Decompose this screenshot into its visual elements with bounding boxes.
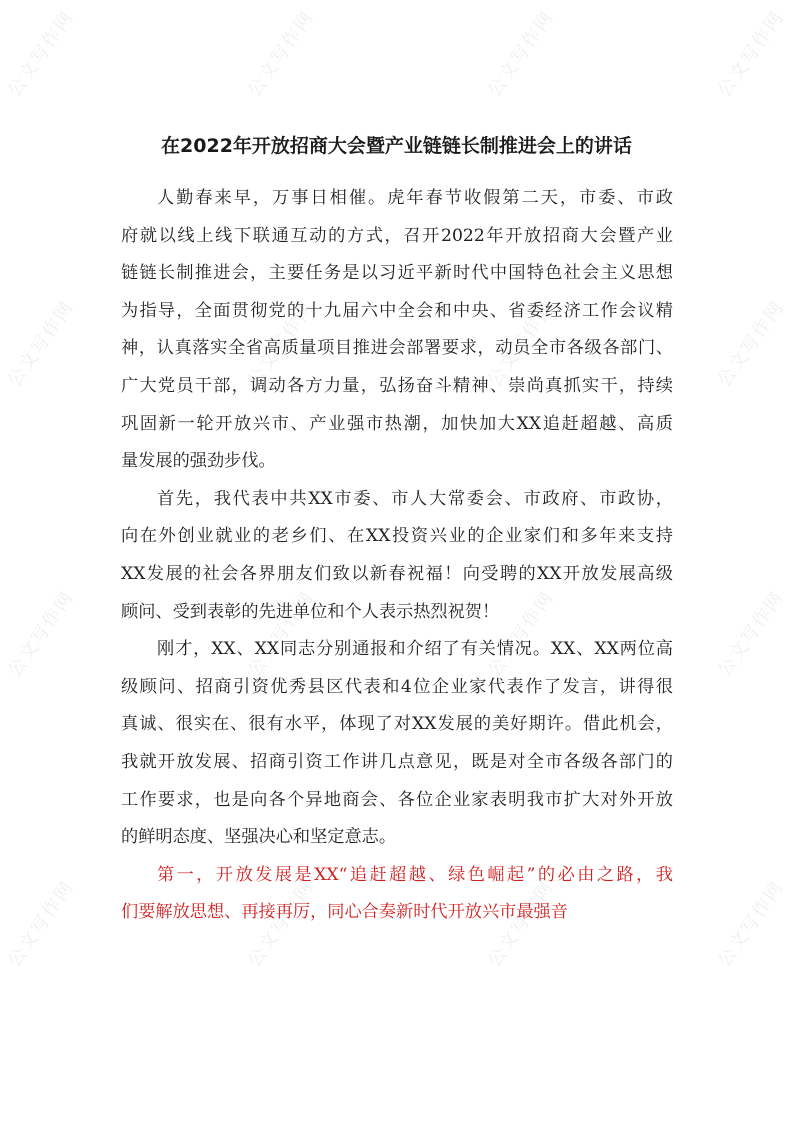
watermark-text: 公文写作网 — [243, 876, 319, 971]
paragraph-line: 府就以线上线下联通互动的方式，召开2022年开放招商大会暨产业 — [121, 225, 673, 246]
paragraph-line: 广大党员干部，调动各方力量，弘扬奋斗精神、崇尚真抓实干，持续 — [121, 375, 673, 396]
watermark-text: 公文写作网 — [483, 876, 559, 971]
paragraph-line: 链链长制推进会，主要任务是以习近平新时代中国特色社会主义思想 — [121, 263, 673, 284]
watermark-text: 公文写作网 — [243, 296, 319, 391]
paragraph-line: XX发展的社会各界朋友们致以新春祝福！向受聘的XX开放发展高级 — [121, 563, 673, 584]
paragraph-line: 的鲜明态度、坚强决心和坚定意志。 — [121, 827, 397, 848]
watermark-text: 公文写作网 — [713, 876, 789, 971]
paragraph-line: 首先，我代表中共XX市委、市人大常委会、市政府、市政协， — [157, 488, 673, 509]
watermark-text: 公文写作网 — [713, 6, 789, 101]
paragraph-line: 们要解放思想、再接再厉，同心合奏新时代开放兴市最强音 — [121, 902, 568, 923]
section-heading — [121, 857, 673, 932]
watermark-text: 公文写作网 — [483, 586, 559, 681]
paragraph-line: 工作要求，也是向各个异地商会、各位企业家表明我市扩大对外开放 — [121, 789, 673, 810]
document-title: 在2022年开放招商大会暨产业链链长制推进会上的讲话 — [161, 135, 632, 157]
paragraph-line: 为指导，全面贯彻党的十九届六中全会和中央、省委经济工作会议精 — [121, 300, 673, 321]
watermark-text: 公文写作网 — [3, 296, 79, 391]
document-body — [121, 180, 673, 932]
paragraph — [121, 631, 673, 857]
paragraph-line: 顾问、受到表彰的先进单位和个人表示热烈祝贺！ — [121, 601, 500, 622]
paragraph — [121, 481, 673, 631]
paragraph-line: 神，认真落实全省高质量项目推进会部署要求，动员全市各级各部门、 — [121, 338, 673, 359]
watermark-text: 公文写作网 — [713, 296, 789, 391]
paragraph-line: 人勤春来早，万事日相催。虎年春节收假第二天，市委、市政 — [157, 188, 673, 208]
paragraph-line: 第一，开放发展是XX“追赶超越、绿色崛起”的必由之路，我 — [157, 864, 673, 885]
paragraph — [121, 180, 673, 481]
paragraph-line: 级顾问、招商引资优秀县区代表和4位企业家代表作了发言，讲得很 — [121, 676, 673, 697]
paragraph-line: 向在外创业就业的老乡们、在XX投资兴业的企业家们和多年来支持 — [121, 526, 673, 547]
watermark-text: 公文写作网 — [3, 586, 79, 681]
paragraph-line: 巩固新一轮开放兴市、产业强市热潮，加快加大XX追赶超越、高质 — [121, 413, 673, 434]
watermark-text: 公文写作网 — [483, 6, 559, 101]
paragraph-line: 真诚、很实在、很有水平，体现了对XX发展的美好期许。借此机会， — [121, 714, 673, 735]
watermark-text: 公文写作网 — [243, 6, 319, 101]
paragraph-line: 量发展的强劲步伐。 — [121, 451, 276, 472]
watermark-text: 公文写作网 — [3, 6, 79, 101]
watermark-text: 公文写作网 — [713, 586, 789, 681]
paragraph-line: 刚才，XX、XX同志分别通报和介绍了有关情况。XX、XX两位高 — [157, 639, 673, 660]
watermark-text: 公文写作网 — [3, 876, 79, 971]
watermark-text: 公文写作网 — [483, 296, 559, 391]
watermark-text: 公文写作网 — [243, 586, 319, 681]
paragraph-line: 我就开放发展、招商引资工作讲几点意见，既是对全市各级各部门的 — [121, 751, 673, 772]
